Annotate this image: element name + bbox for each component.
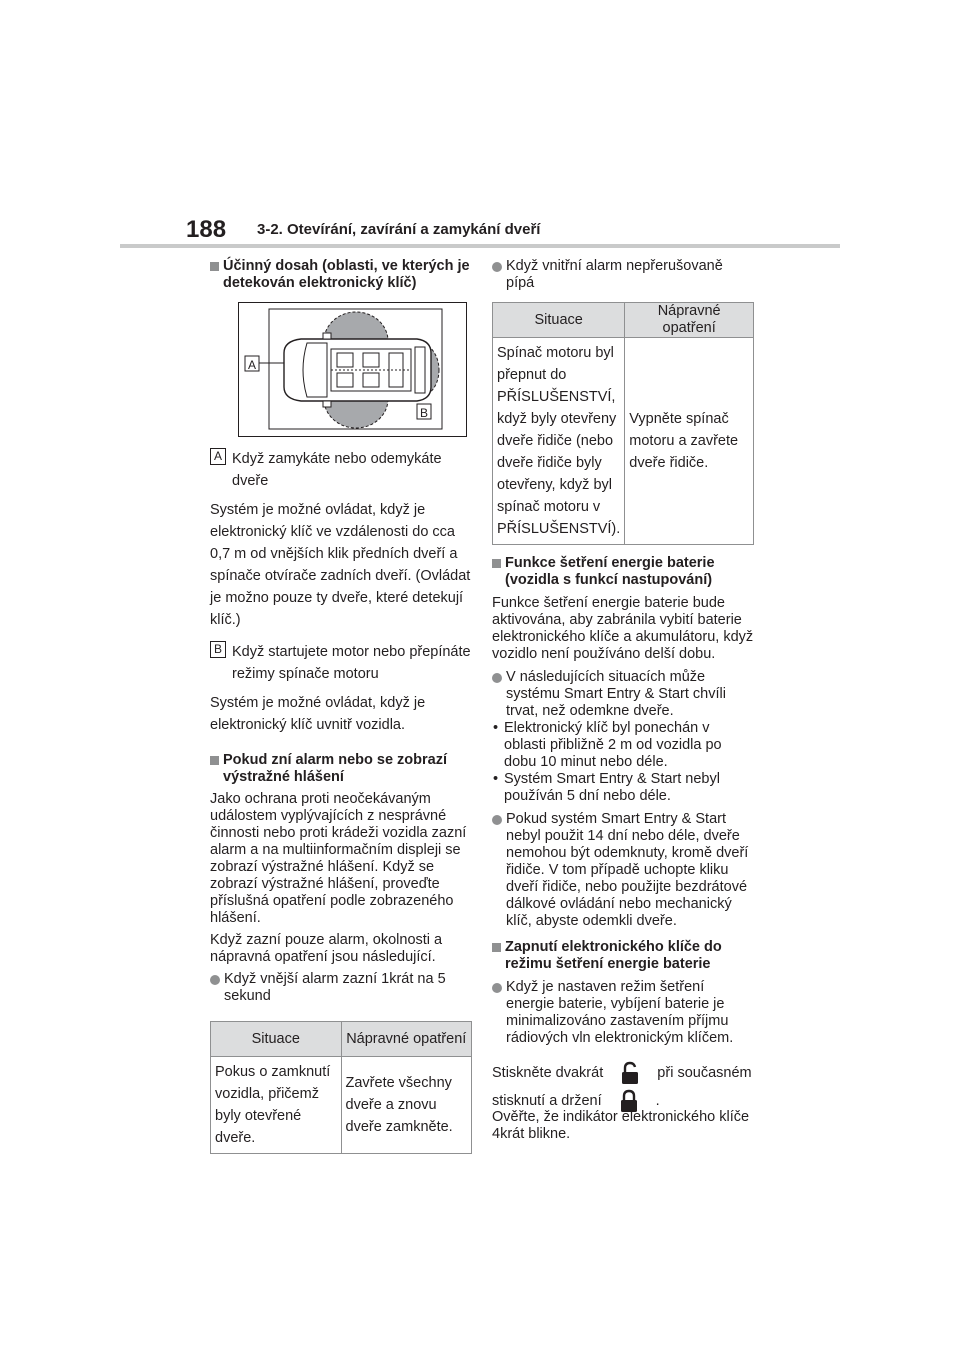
bullet-saving-mode: [492, 979, 754, 1047]
bullet-dot-icon: [492, 983, 502, 993]
bullet-dot-icon: [492, 673, 502, 683]
paragraph-verify: Ověřte, že indikátor elektronického klíče 4krát blikne.: [492, 1109, 750, 1142]
sub-bullet-mark: •: [493, 771, 499, 787]
bullet-saving-mode-text: Když je nastaven režim šetření energie baterie, vybíjení baterie je minimalizováno zastavením příjmu rádiových vln elektronickým klíčem.: [506, 979, 734, 1046]
table-header-action: Nápravné opatření: [625, 303, 754, 338]
car-range-illustration: [239, 303, 466, 436]
heading-key-saving-mode: Zapnutí elektronického klíče do režimu šetření energie baterie: [492, 939, 754, 973]
paragraph-alarm-2: Když zazní pouze alarm, okolnosti a nápravná opatření jsou následující.: [210, 932, 443, 965]
paragraph-alarm-1: Jako ochrana proti neočekávaným událostem vyplývajících z nesprávné činnosti nebo proti krádeži vozidla zazní alarm a na multiinformačním displeji se zobrazí výstražné hlášení. Když se zobrazí výstražné hlášení, proveďte příslušná opatření podle zobrazeného hlášení.: [210, 791, 467, 926]
table-external-alarm: [210, 1021, 472, 1154]
paragraph-b: Systém je možné ovládat, když je elektronický klíč uvnitř vozidla.: [210, 695, 426, 733]
range-diagram: [238, 302, 467, 437]
diagram-label-a: A: [248, 358, 257, 372]
header-divider: [120, 244, 840, 248]
sub-bullet-2-text: Systém Smart Entry & Start nebyl používán 5 dní nebo déle.: [504, 771, 720, 804]
heading-battery-saving: Funkce šetření energie baterie (vozidla s funkcí nastupování): [492, 555, 754, 589]
bullet-unlock-delay: [492, 669, 754, 720]
right-column: [492, 258, 754, 1143]
bullet-14-days-text: Pokud systém Smart Entry & Start nebyl použit 14 dní nebo déle, dveře nemohou být odemknuty, kromě dveří řidiče. V tom případě uchopte kliku dveří řidiče, nebo použijte bezdrátové dálkové ovládání nebo mechanický klíč, abyste odemkli dveře.: [506, 811, 749, 929]
bullet-internal-alarm-text: Když vnitřní alarm nepřerušovaně pípá: [506, 258, 723, 291]
table-cell-action: Zavřete všechny dveře a znovu dveře zamkněte.: [341, 1057, 472, 1154]
heading-effective-range: Účinný dosah (oblasti, ve kterých je detekován elektronický klíč): [210, 258, 472, 292]
step-text-1: Stiskněte dvakrát: [492, 1065, 604, 1081]
diagram-label-b: B: [420, 406, 429, 420]
page-number: 188: [186, 216, 227, 243]
step-text-4: .: [655, 1093, 660, 1109]
caption-a-text: Když zamykáte nebo odemykáte dveře: [232, 451, 442, 489]
table-cell-situation: Spínač motoru byl přepnut do PŘÍSLUŠENSTVÍ, když byly otevřeny dveře řidiče (nebo dveře řidiče byly otevřeny, když byl spínač motoru v PŘÍSLUŠENSTVÍ).: [493, 338, 625, 545]
left-column: [210, 258, 472, 1154]
sub-bullet-1-text: Elektronický klíč byl ponechán v oblasti přibližně 2 m od vozidla po dobu 10 minut nebo déle.: [504, 720, 722, 770]
caption-b: [210, 641, 472, 685]
windshield: [303, 343, 327, 397]
bullet-dot-icon: [492, 262, 502, 272]
unlock-icon: [621, 1061, 639, 1085]
step-text-3: stisknutí a držení: [492, 1093, 602, 1109]
bullet-dot-icon: [492, 815, 502, 825]
table-header-situation: Situace: [493, 303, 625, 338]
tag-a: A: [210, 448, 226, 465]
bullet-dot-icon: [210, 975, 220, 985]
bullet-external-alarm: [210, 971, 472, 1005]
bullet-internal-alarm: [492, 258, 754, 292]
table-header-action: Nápravné opatření: [341, 1022, 472, 1057]
bullet-external-alarm-text: Když vnější alarm zazní 1krát na 5 sekund: [224, 971, 446, 1004]
paragraph-battery-saving: Funkce šetření energie baterie bude aktivována, aby zabránila vybití baterie elektronického klíče a akumulátoru, když vozidlo není používáno delší dobu.: [492, 595, 754, 662]
step-text-2: při současném: [657, 1065, 752, 1081]
table-cell-situation: Pokus o zamknutí vozidla, přičemž byly otevřené dveře.: [211, 1057, 342, 1154]
tag-b: B: [210, 641, 226, 658]
heading-alarm: Pokud zní alarm nebo se zobrazí výstražné hlášení: [210, 752, 472, 786]
sub-bullet-2: [492, 771, 754, 805]
table-cell-action: Vypněte spínač motoru a zavřete dveře řidiče.: [625, 338, 754, 545]
table-internal-alarm: [492, 302, 754, 545]
caption-a: [210, 448, 472, 492]
paragraph-a: Systém je možné ovládat, když je elektronický klíč ve vzdálenosti do cca 0,7 m od vnějších klik předních dveří a spínače otvírače zadních dveří. (Ovládat je možno pouze ty dveře, které detekují klíč.): [210, 502, 471, 628]
caption-b-text: Když startujete motor nebo přepínáte režimy spínače motoru: [232, 644, 471, 682]
bullet-unlock-delay-text: V následujících situacích může systému Smart Entry & Start chvíli trvat, než odemkne dveře.: [506, 669, 726, 719]
sub-bullet-mark: •: [493, 720, 499, 736]
table-header-situation: Situace: [211, 1022, 342, 1057]
sub-bullet-1: [492, 720, 754, 771]
section-title: 3-2. Otevírání, zavírání a zamykání dveří: [257, 221, 541, 238]
step-instructions: [492, 1059, 754, 1115]
bullet-14-days: [492, 811, 754, 930]
